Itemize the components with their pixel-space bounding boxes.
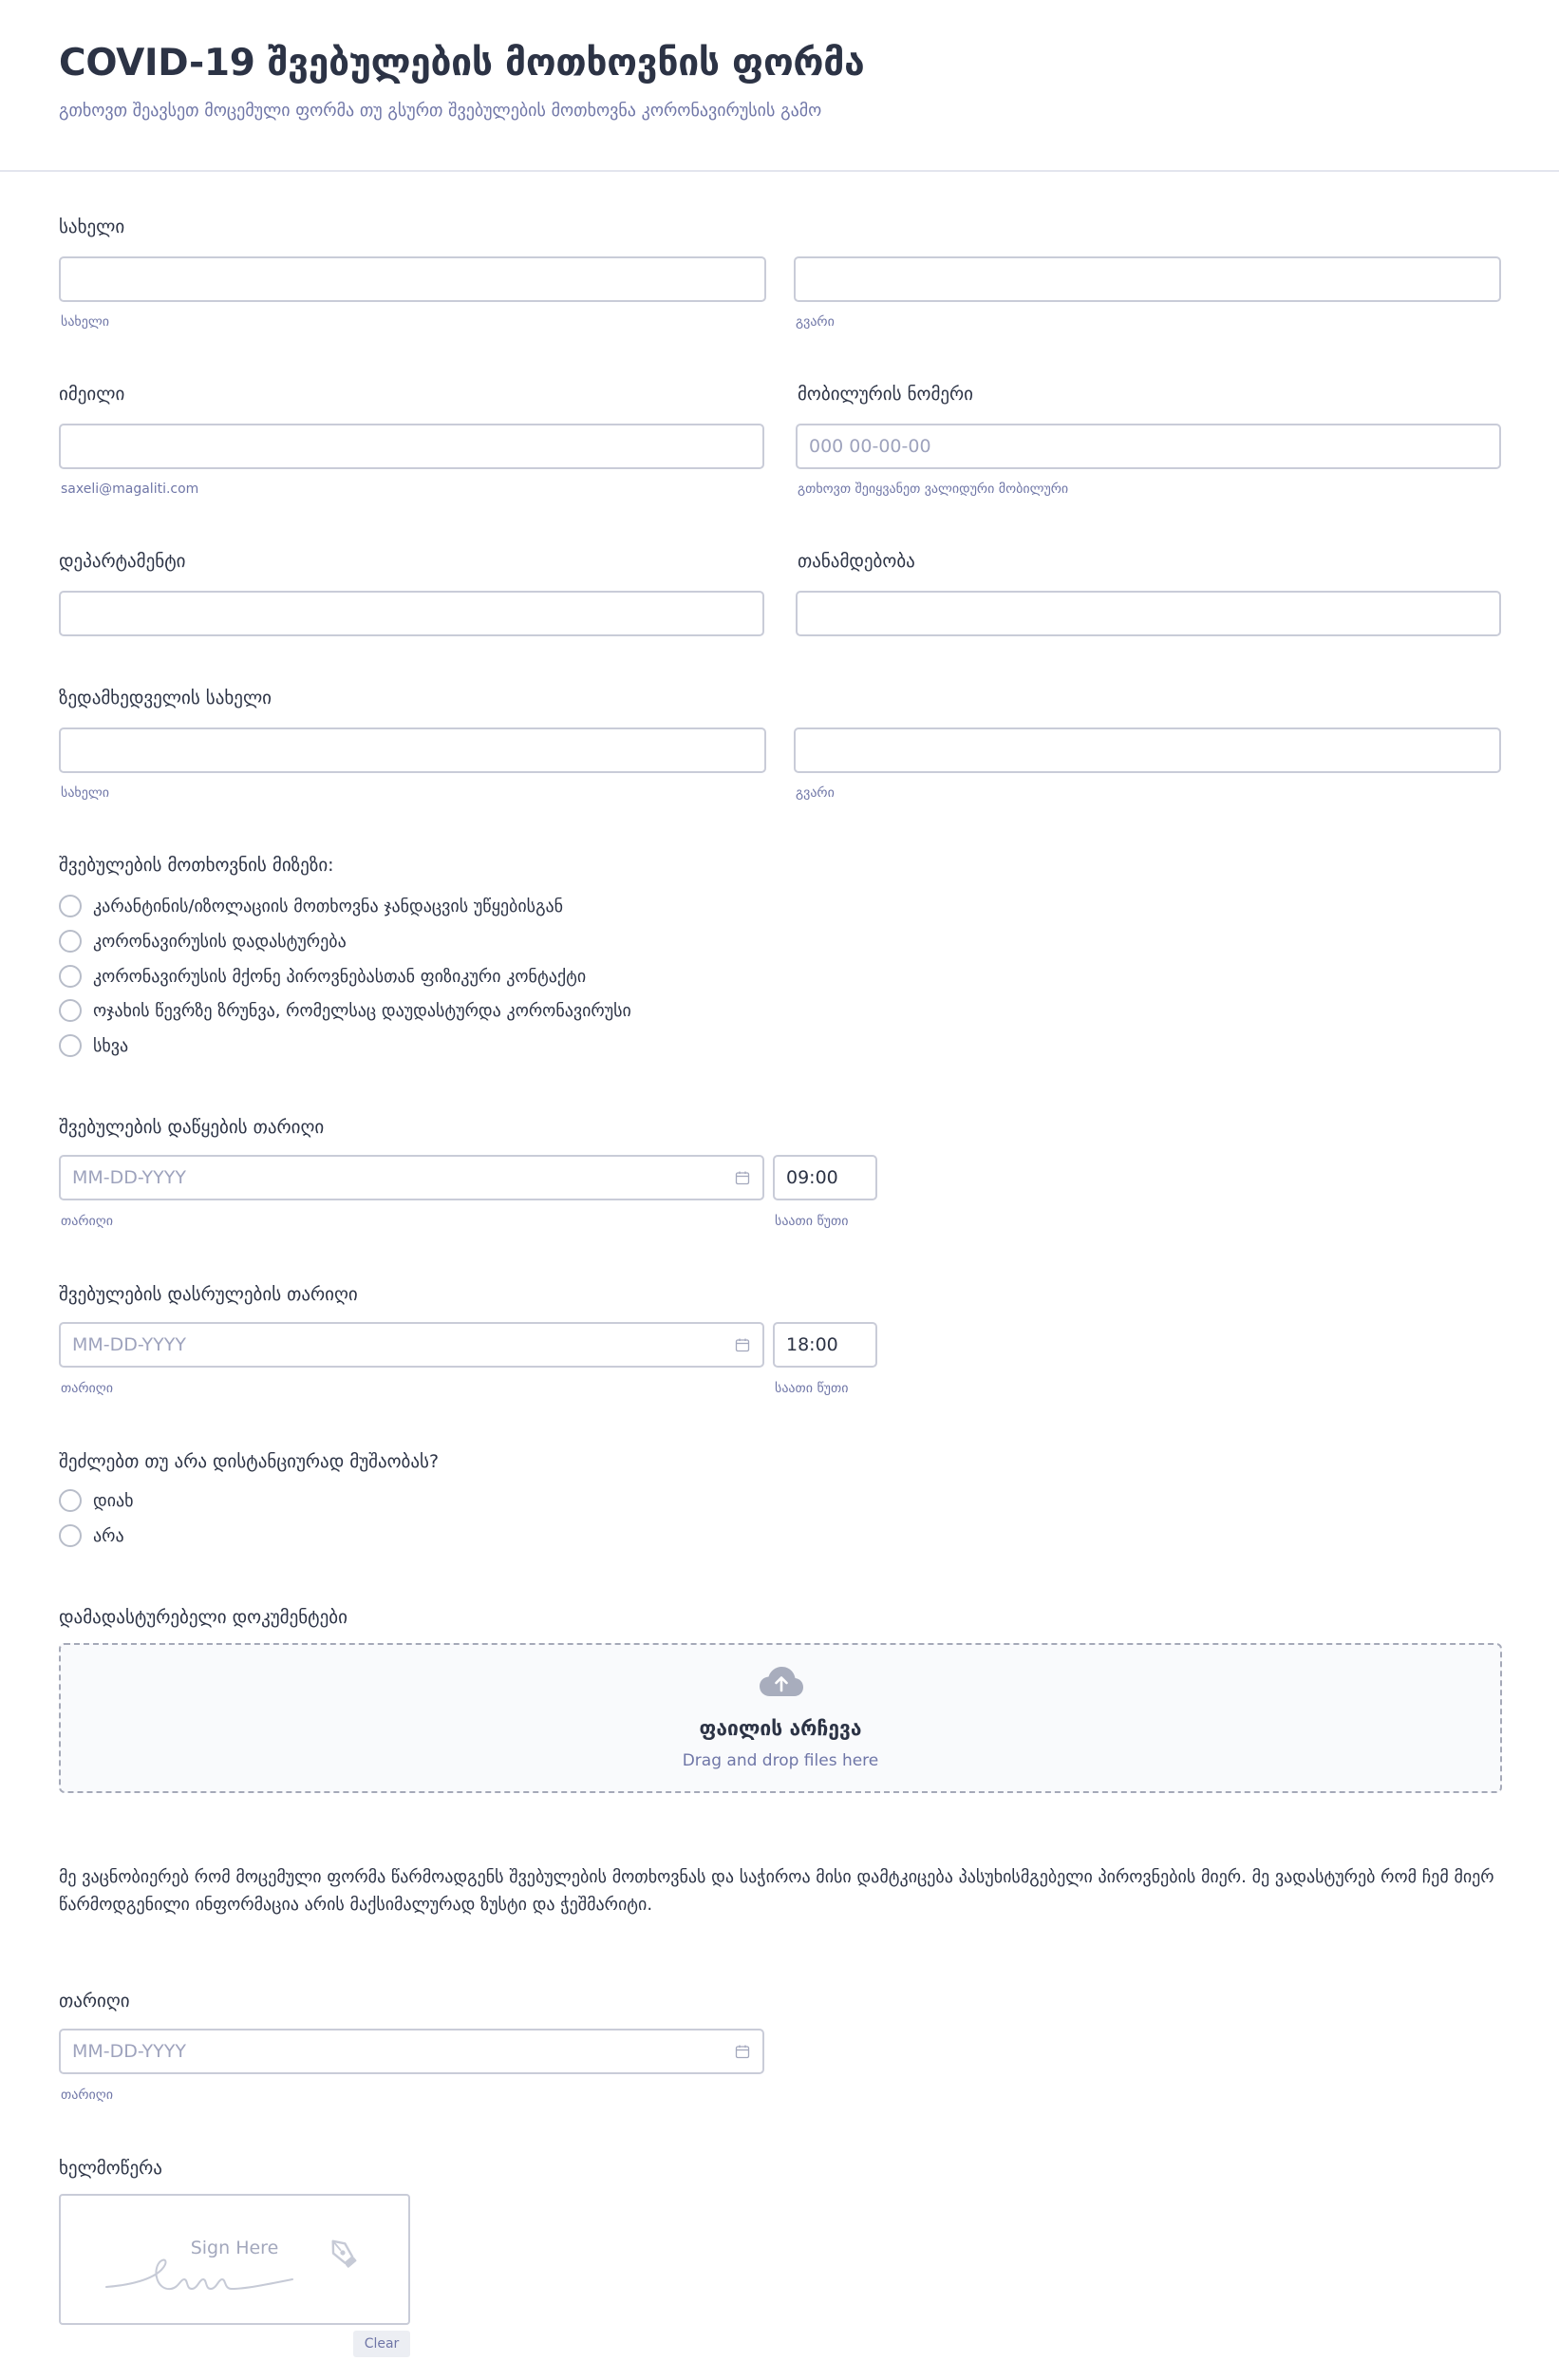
file-upload-dropzone[interactable]: [59, 1643, 1502, 1793]
supervisor-last-sublabel: გვარი: [796, 785, 835, 801]
remote-option-yes[interactable]: [59, 1487, 134, 1514]
department-input[interactable]: [59, 591, 764, 636]
cloud-upload-icon: [759, 1666, 804, 1698]
signature-label: ხელმოწერა: [59, 2158, 162, 2179]
department-label: დეპარტამენტი: [59, 551, 186, 572]
reason-option[interactable]: [59, 928, 347, 954]
supervisor-first-name-input[interactable]: [59, 727, 766, 773]
radio-button[interactable]: [59, 1524, 82, 1547]
remote-option-label: არა: [93, 1525, 124, 1546]
leave-end-time-input[interactable]: 18:00: [773, 1322, 877, 1368]
phone-sublabel: გთხოვთ შეიყვანეთ ვალიდური მობილური: [798, 482, 1069, 497]
radio-button[interactable]: [59, 1034, 82, 1057]
reason-option-label: კორონავირუსის დადასტურება: [93, 931, 347, 952]
email-sublabel: saxeli@magaliti.com: [61, 482, 199, 497]
signature-pad[interactable]: [59, 2194, 410, 2325]
form-subtitle: გთხოვთ შეავსეთ მოცემული ფორმა თუ გსურთ შვებულების მოთხოვნა კორონავირუსის გამო: [59, 101, 822, 121]
remote-label: შეძლებთ თუ არა დისტანციურად მუშაობას?: [59, 1451, 440, 1472]
leave-start-label: შვებულების დაწყების თარიღი: [59, 1117, 325, 1138]
supervisor-last-name-input[interactable]: [794, 727, 1501, 773]
calendar-icon[interactable]: [735, 1170, 750, 1185]
date-sublabel: თარიღი: [61, 2087, 113, 2103]
declaration-text: მე ვაცნობიერებ რომ მოცემული ფორმა წარმოადგენს შვებულების მოთხოვნას და საჭიროა მისი დამტკიცება პასუხისმგებელი პიროვნების მიერ. მე ვადასტურებ რომ ჩემ მიერ წარმოდგენილი ინფორმაცია არის მაქსიმალურად ზუსტი და ჭეშმარიტი.: [59, 1867, 1494, 1915]
email-input[interactable]: [59, 424, 764, 469]
phone-input[interactable]: [796, 424, 1501, 469]
signature-clear-button[interactable]: Clear: [353, 2331, 410, 2357]
leave-end-label: შვებულების დასრულების თარიღი: [59, 1284, 358, 1305]
supervisor-label: ზედამხედველის სახელი: [59, 688, 272, 708]
radio-button[interactable]: [59, 930, 82, 953]
documents-label: დამადასტურებელი დოკუმენტები: [59, 1607, 347, 1628]
reason-label: შვებულების მოთხოვნის მიზეზი:: [59, 855, 334, 876]
leave-start-time-input[interactable]: 09:00: [773, 1155, 877, 1200]
first-name-sublabel: სახელი: [61, 314, 109, 330]
reason-option-label: კორონავირუსის მქონე პიროვნებასთან ფიზიკური კონტაქტი: [93, 966, 587, 987]
supervisor-first-sublabel: სახელი: [61, 785, 109, 801]
radio-button[interactable]: [59, 965, 82, 988]
last-name-sublabel: გვარი: [796, 314, 835, 330]
leave-start-date-sublabel: თარიღი: [61, 1214, 113, 1229]
remote-option-no[interactable]: [59, 1522, 124, 1549]
email-label: იმეილი: [59, 384, 125, 405]
name-label: სახელი: [59, 217, 125, 237]
reason-option-label: კარანტინის/იზოლაციის მოთხოვნა ჯანდაცვის უწყებისგან: [93, 896, 564, 916]
upload-title[interactable]: ფაილის არჩევა: [699, 1717, 862, 1740]
signature-scribble-icon: [103, 2251, 330, 2298]
remote-option-label: დიახ: [93, 1490, 134, 1511]
position-input[interactable]: [796, 591, 1501, 636]
reason-option[interactable]: [59, 963, 586, 990]
position-label: თანამდებობა: [798, 551, 915, 572]
upload-subtitle: Drag and drop files here: [682, 1751, 879, 1770]
radio-button[interactable]: [59, 1489, 82, 1512]
reason-option[interactable]: [59, 893, 563, 919]
signature-placeholder: Sign Here: [190, 2238, 279, 2258]
date-label: თარიღი: [59, 1991, 130, 2012]
calendar-icon[interactable]: [735, 2044, 750, 2059]
first-name-input[interactable]: [59, 256, 766, 302]
leave-end-date-input[interactable]: [59, 1322, 764, 1368]
leave-end-date-sublabel: თარიღი: [61, 1381, 113, 1396]
leave-start-date-input[interactable]: [59, 1155, 764, 1200]
date-input[interactable]: [59, 2029, 764, 2074]
leave-end-time-sublabel: საათი წუთი: [775, 1381, 849, 1396]
calendar-icon[interactable]: [735, 1337, 750, 1352]
form-header: [0, 0, 1559, 172]
reason-option[interactable]: [59, 1032, 128, 1059]
leave-start-time-sublabel: საათი წუთი: [775, 1214, 849, 1229]
radio-button[interactable]: [59, 895, 82, 917]
reason-option[interactable]: [59, 997, 631, 1024]
last-name-input[interactable]: [794, 256, 1501, 302]
form-title: COVID-19 შვებულების მოთხოვნის ფორმა: [59, 42, 865, 85]
reason-option-label: სხვა: [93, 1035, 129, 1056]
radio-button[interactable]: [59, 999, 82, 1022]
phone-label: მობილურის ნომერი: [798, 384, 973, 405]
reason-option-label: ოჯახის წევრზე ზრუნვა, რომელსაც დაუდასტურდა კორონავირუსი: [93, 1000, 631, 1021]
pen-nib-icon: [323, 2234, 363, 2272]
